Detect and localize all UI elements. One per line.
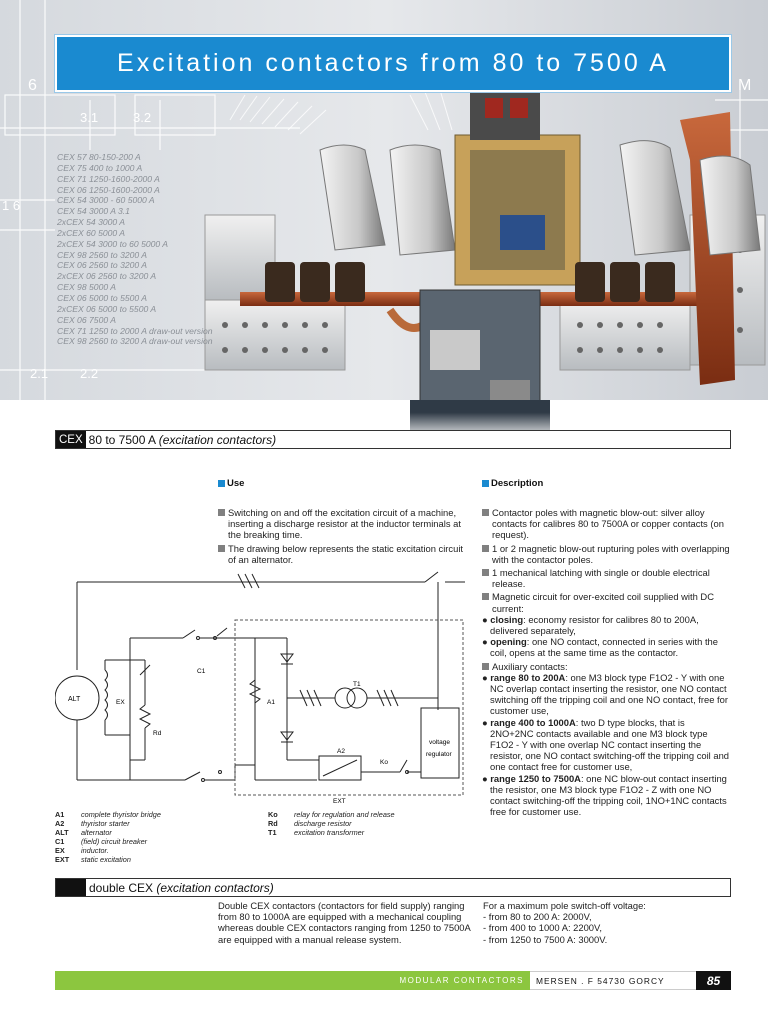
a1-label: A1 — [267, 699, 275, 706]
bg-label-31: 3.1 — [80, 110, 99, 125]
section-label-italic: (excitation contactors) — [158, 432, 277, 447]
range3-text: : one NC blow-out contact inserting the resistor, one M3 block type F1O2 - Z with one NO contact switching-off the tripping coil, 1NO+1NC contacts free for customer use. — [490, 772, 727, 818]
ko-label: Ko — [380, 759, 388, 766]
a2-label: A2 — [337, 748, 345, 755]
product-list-item: CEX 98 2560 to 3200 A draw-out version — [57, 336, 213, 347]
title-banner — [55, 35, 731, 92]
circuit-diagram — [55, 560, 475, 805]
range2-text: : two D type blocks, that is 2NO+2NC contacts available and one M3 block type F1O2 - Y with one overlap NC contact inserting the resistor, one NO contact switching-off the tripping coil and one contact free for customer use, — [490, 716, 730, 773]
legend-value: thyristor starter — [81, 819, 130, 829]
range3-bold: range 1250 to 7500A — [490, 772, 581, 784]
voltage-line: For a maximum pole switch-off voltage: — [483, 900, 646, 911]
range2-bold: range 400 to 1000A — [490, 716, 576, 728]
closing-item: ● closing: economy resistor for calibres 80 to 200A, delivered separately, — [482, 613, 699, 637]
ext-label: EXT — [333, 798, 346, 805]
legend-row — [55, 828, 161, 837]
legend-key: C1 — [55, 837, 65, 847]
range3-item: ● range 1250 to 7500A: one NC blow-out contact inserting the resistor, one M3 block type F1O2 - Z with one NO contact switching-off the tripping coil, 1NO+1NC contacts free for customer use. — [482, 772, 727, 818]
regulator-label: regulator — [426, 751, 452, 758]
legend-key: EXT — [55, 855, 70, 865]
product-list-item: 2xCEX 54 3000 A — [57, 217, 125, 228]
product-list-item: 2xCEX 06 2560 to 3200 A — [57, 271, 157, 282]
t1-label: T1 — [353, 681, 361, 688]
range2-item: ● range 400 to 1000A: two D type blocks, that is 2NO+2NC contacts available and one M3 block type F1O2 - Y with one overlap NC contact inserting the resistor, one NO contact switching-off the tripping coil and one contact free for customer use, — [482, 716, 730, 773]
legend-key: Rd — [268, 819, 278, 829]
description-heading — [482, 478, 543, 489]
product-list-item: CEX 06 1250-1600-2000 A — [57, 184, 160, 195]
grey-bullet-icon — [482, 663, 489, 670]
legend-row — [268, 828, 395, 837]
section-label — [86, 433, 276, 447]
legend-value: static excitation — [81, 855, 131, 865]
grey-bullet-icon — [482, 545, 489, 552]
grey-bullet-icon — [218, 545, 225, 552]
product-list-item: CEX 06 7500 A — [57, 314, 116, 325]
product-list-item: CEX 54 3000 A 3.1 — [57, 206, 130, 217]
legend-row — [268, 819, 395, 828]
description-text — [482, 507, 730, 819]
product-list-item: CEX 06 5000 to 5500 A — [57, 292, 147, 303]
grey-bullet-icon — [482, 593, 489, 600]
bg-label-16: 1 6 — [2, 198, 21, 213]
product-list-item: CEX 98 5000 A — [57, 282, 116, 293]
legend-key: A2 — [55, 819, 65, 829]
legend-value: complete thyristor bridge — [81, 810, 161, 819]
legend-value: relay for regulation and release — [294, 810, 395, 819]
legend-row — [55, 846, 161, 855]
voltage-line: - from 400 to 1000 A: 2200V, — [483, 922, 603, 934]
legend-value: alternator — [81, 828, 112, 838]
description-item — [482, 507, 730, 541]
description-item-text: 1 mechanical latching with single or double electrical release. — [492, 567, 710, 590]
use-heading-text: Use — [227, 478, 245, 489]
legend-row — [268, 810, 395, 819]
product-list-item: CEX 06 2560 to 3200 A — [57, 260, 147, 271]
description-item — [482, 567, 730, 589]
aux-heading-text: Auxiliary contacts: — [492, 660, 568, 672]
bg-label-6: 6 — [28, 77, 37, 94]
closing-bold: closing — [490, 613, 524, 625]
opening-text: : one NO contact, connected in series with the coil, opens at the same time as the contactor. — [490, 636, 718, 659]
product-list-item: 2xCEX 54 3000 to 60 5000 A — [57, 238, 169, 249]
product-list-item: CEX 75 400 to 1000 A — [57, 162, 143, 173]
diagram-legend-2 — [268, 810, 395, 837]
footer-category: MODULAR CONTACTORS — [55, 971, 530, 990]
legend-value: discharge resistor — [294, 819, 352, 829]
section-tag: CEX — [56, 431, 86, 448]
use-item-text: Switching on and off the excitation circuit of a machine, inserting a discharge resistor at the inductor terminals at the breaking time. — [228, 507, 461, 541]
voltage-label: voltage — [429, 739, 450, 746]
legend-row — [55, 810, 161, 819]
use-text — [218, 507, 463, 567]
legend-value: excitation transformer — [294, 828, 365, 838]
range1-item: ● range 80 to 200A: one M3 block type F1O2 - Y with one NC overlap contact inserting the resistor, one NO contact switching off the tripping coil and one NO contact, free for customer use, — [482, 671, 728, 717]
description-item-text: 1 or 2 magnetic blow-out rupturing poles with overlapping with the contactor poles. — [492, 542, 730, 565]
legend-row — [55, 819, 161, 828]
voltage-line: - from 1250 to 7500 A: 3000V. — [483, 933, 608, 945]
grey-bullet-icon — [482, 569, 489, 576]
product-list-item: 2xCEX 60 5000 A — [57, 227, 125, 238]
double-cex-voltages — [483, 900, 723, 945]
description-item-text: Contactor poles with magnetic blow-out: silver alloy contacts for calibres 80 to 7500A or copper contacts (on request). — [492, 507, 724, 541]
product-list-item: CEX 54 3000 - 60 5000 A — [57, 195, 155, 206]
grey-bullet-icon — [482, 509, 489, 516]
page-title: Excitation contactors from 80 to 7500 A — [117, 49, 669, 77]
legend-key: EX — [55, 846, 65, 856]
section-label-text: 80 to 7500 A — [88, 432, 156, 447]
use-item-text: The drawing below represents the static excitation circuit of an alternator. — [228, 542, 464, 565]
description-item — [482, 543, 730, 565]
footer-company: MERSEN . F 54730 GORCY — [530, 971, 696, 990]
c1-label: C1 — [197, 668, 206, 675]
alt-label: ALT — [68, 696, 81, 703]
range1-text: : one M3 block type F1O2 - Y with one NC overlap contact inserting the resistor, one NO contact switching off the tripping coil and one NO contact, free for customer use, — [490, 671, 728, 717]
use-heading — [218, 478, 244, 489]
square-bullet-icon — [482, 480, 489, 487]
grey-bullet-icon — [218, 509, 225, 516]
description-item — [482, 591, 730, 613]
legend-key: Ko — [268, 810, 278, 819]
legend-key: ALT — [55, 828, 69, 838]
product-list — [57, 152, 227, 347]
section-tag — [56, 879, 86, 896]
ex-label: EX — [116, 699, 125, 706]
product-list-item: CEX 71 1250-1600-2000 A — [57, 173, 160, 184]
product-list-item: 2xCEX 06 5000 to 5500 A — [57, 303, 157, 314]
product-list-item: CEX 98 2560 to 3200 A — [57, 249, 147, 260]
section-label-text: double CEX — [89, 880, 154, 895]
voltage-line: - from 80 to 200 A: 2000V, — [483, 911, 592, 923]
diagram-legend — [55, 810, 161, 865]
closing-text: : economy resistor for calibres 80 to 200A, delivered separately, — [490, 613, 699, 637]
section-bar-cex — [55, 430, 731, 449]
square-bullet-icon — [218, 480, 225, 487]
description-heading-text: Description — [491, 478, 544, 489]
section-label — [86, 881, 274, 895]
section-bar-double-cex — [55, 878, 731, 897]
section-label-italic: (excitation contactors) — [156, 880, 274, 895]
page-footer — [55, 971, 731, 990]
legend-row — [55, 837, 161, 846]
range1-bold: range 80 to 200A — [490, 671, 566, 683]
legend-value: (field) circuit breaker — [81, 837, 148, 847]
rd-label: Rd — [153, 730, 162, 737]
double-cex-text: Double CEX contactors (contactors for field supply) ranging from 80 to 1000A are equipped with a mechanical coupling whereas double CEX contactors ranging from 1250 to 7500A are equipped with a manual release system. — [218, 900, 471, 945]
product-list-item: CEX 57 80-150-200 A — [57, 152, 141, 162]
description-item-text: Magnetic circuit for over-excited coil supplied with DC current: — [492, 591, 714, 614]
bg-label-m: M — [738, 77, 752, 94]
aux-heading — [482, 661, 730, 672]
product-list-item: CEX 71 1250 to 2000 A draw-out version — [57, 325, 213, 336]
legend-key: T1 — [268, 828, 277, 838]
use-item — [218, 507, 463, 541]
page-number: 85 — [696, 971, 731, 990]
legend-key: A1 — [55, 810, 65, 819]
legend-value: inductor. — [81, 846, 109, 856]
opening-item: ● opening: one NO contact, connected in series with the coil, opens at the same time as the contactor. — [482, 636, 718, 659]
opening-bold: opening — [490, 636, 527, 648]
bg-label-32: 3.2 — [133, 110, 152, 125]
legend-row — [55, 855, 161, 864]
